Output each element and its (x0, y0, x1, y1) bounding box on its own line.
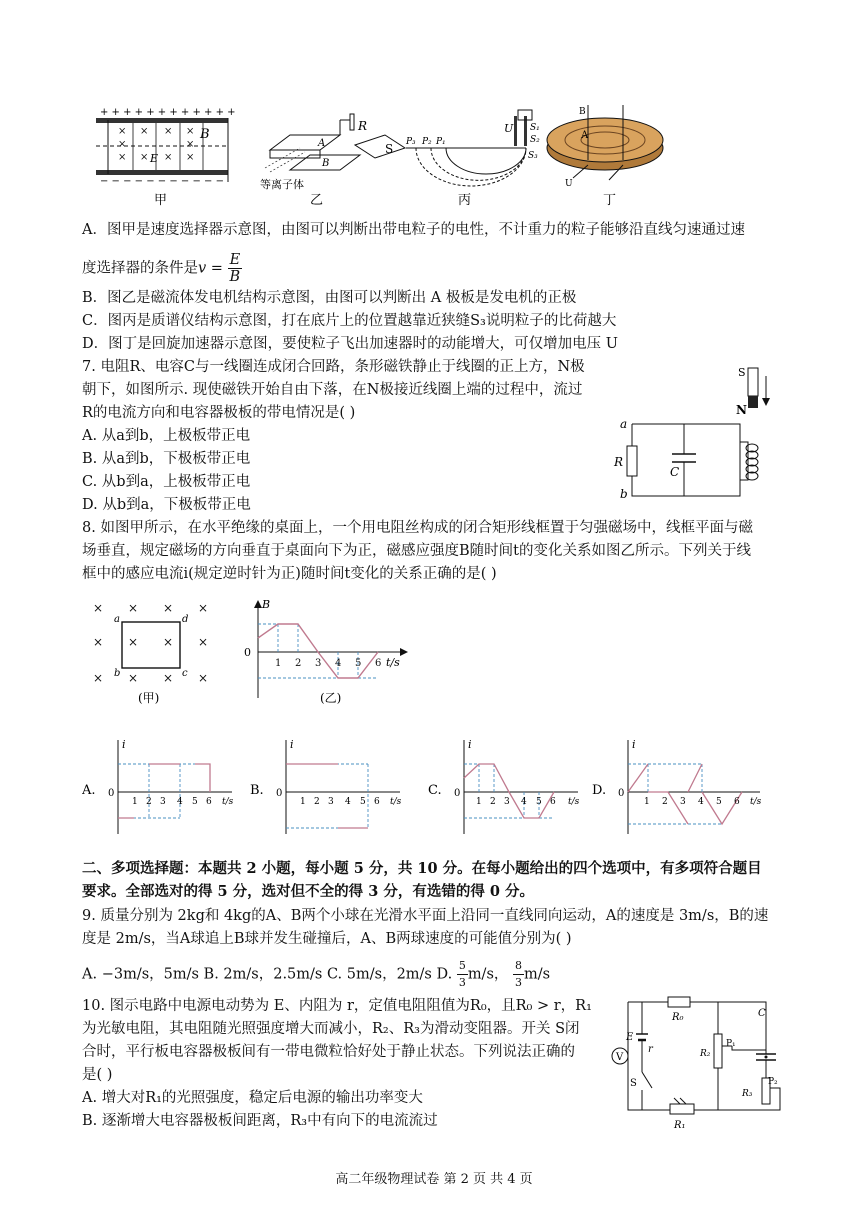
label-plasma: 等离子体 (260, 178, 304, 191)
q6-option-a-line2: 度选择器的条件是v = $\frac{E}{B}$ (82, 252, 241, 285)
q7-option-b: B. 从a到b，下极板带正电 (82, 451, 251, 467)
svg-text:6: 6 (374, 797, 380, 807)
figure-jia (96, 107, 236, 208)
svg-text:E: E (626, 1032, 634, 1043)
svg-text:×: × (186, 152, 195, 163)
q8-option-a-graph (82, 738, 234, 834)
svg-text:×: × (163, 601, 174, 615)
q8-stem-line3: 框中的感应电流i(规定逆时针为正)随时间t变化的关系正确的是( ) (82, 566, 497, 582)
label-E: E (150, 152, 159, 165)
svg-text:4: 4 (345, 797, 351, 807)
q8-stem-line1: 8. 如图甲所示，在水平绝缘的桌面上，一个用电阻丝构成的闭合矩形线框置于匀强磁场中，线框平面与磁 (82, 520, 753, 536)
svg-text:1: 1 (476, 797, 482, 807)
svg-text:1: 1 (275, 658, 282, 669)
fig-label-jia: 甲 (154, 193, 168, 208)
svg-text:3: 3 (328, 797, 334, 807)
svg-text:R₃: R₃ (742, 1089, 753, 1099)
svg-text:(甲): (甲) (138, 691, 160, 705)
svg-text:S: S (630, 1078, 637, 1089)
svg-text:×: × (186, 126, 195, 137)
svg-text:B: B (262, 598, 271, 611)
svg-text:V: V (616, 1052, 624, 1063)
svg-text:B: B (579, 107, 586, 117)
svg-text:R: R (358, 119, 368, 133)
svg-text:0: 0 (244, 646, 251, 659)
svg-text:1: 1 (644, 797, 650, 807)
svg-text:P₁: P₁ (726, 1039, 736, 1049)
svg-text:×: × (128, 635, 139, 649)
svg-text:t/s: t/s (386, 656, 400, 669)
svg-text:3: 3 (504, 797, 510, 807)
svg-text:C: C (758, 1008, 766, 1019)
svg-text:5: 5 (716, 797, 722, 807)
svg-text:S: S (385, 142, 394, 156)
svg-text:R₀: R₀ (672, 1012, 684, 1023)
q7-option-d: D. 从b到a，下极板带正电 (82, 497, 251, 513)
q7-stem-line1: 7. 电阻R、电容C与一线圈连成闭合回路，条形磁铁静止于线圈的正上方，N极 (82, 359, 585, 375)
q8-option-c-graph (428, 738, 580, 834)
q10-circuit-figure (608, 994, 788, 1132)
svg-text:5: 5 (355, 658, 362, 669)
svg-text:P₃: P₃ (406, 137, 416, 147)
svg-text:6: 6 (206, 797, 212, 807)
q9-stem-line2: 度是 2m/s，当A球追上B球并发生碰撞后，A、B两球速度的可能值分别为( ) (82, 931, 572, 947)
svg-text:×: × (198, 671, 209, 685)
svg-text:A: A (581, 130, 589, 141)
q10-stem-line3: 合时，平行板电容器极板间有一带电微粒恰好处于静止状态。下列说法正确的 (82, 1044, 575, 1060)
q8-option-b-graph (250, 738, 402, 834)
svg-text:U: U (565, 179, 573, 189)
svg-text:2: 2 (490, 797, 496, 807)
svg-text:C.: C. (428, 783, 442, 798)
svg-text:×: × (128, 671, 139, 685)
q10-option-a: A. 增大对R₁的光照强度，稳定后电源的输出功率变大 (82, 1090, 423, 1106)
q9-stem-line1: 9. 质量分别为 2kg和 4kg的A、B两个小球在光滑水平面上沿同一直线同向运动，A的速度是 3m/s，B的速 (82, 908, 769, 924)
svg-text:4: 4 (521, 797, 527, 807)
svg-text:4: 4 (698, 797, 704, 807)
svg-text:3: 3 (315, 658, 322, 669)
svg-text:1: 1 (132, 797, 138, 807)
page-footer: 高二年级物理试卷 第 2 页 共 4 页 (335, 1172, 533, 1187)
q7-stem-line2: 朝下，如图所示. 现使磁铁开始自由下落，在N极接近线圈上端的过程中，流过 (82, 382, 583, 398)
svg-text:S₃: S₃ (528, 151, 538, 161)
svg-text:×: × (93, 635, 104, 649)
svg-text:4: 4 (177, 797, 183, 807)
svg-text:i: i (632, 738, 636, 751)
figure-ding (547, 105, 663, 208)
svg-text:+ + + + + + + + + + + +: + + + + + + + + + + + + (100, 107, 236, 118)
figure-yi (260, 114, 405, 208)
svg-text:3: 3 (160, 797, 166, 807)
q8-option-d-graph (592, 738, 762, 834)
svg-text:t/s: t/s (750, 797, 762, 807)
q7-circuit-figure (612, 362, 792, 502)
svg-text:A.: A. (82, 783, 96, 798)
svg-text:2: 2 (662, 797, 668, 807)
q6-option-b: B．图乙是磁流体发电机结构示意图，由图可以判断出 A 极板是发电机的正极 (82, 290, 577, 306)
q9-options: A. −3m/s，5m/s B. 2m/s，2.5m/s C. 5m/s，2m/s D. $\frac{5}{3}$ m/s， $\frac{8}{3}$ m/s (82, 959, 551, 989)
svg-text:×: × (128, 601, 139, 615)
svg-text:t/s: t/s (568, 797, 580, 807)
svg-text:− − − − − − − − − − −: − − − − − − − − − − − (100, 176, 224, 187)
svg-text:×: × (163, 671, 174, 685)
svg-text:b: b (114, 668, 121, 679)
svg-text:D.: D. (592, 783, 607, 798)
svg-text:R₂: R₂ (700, 1049, 711, 1059)
q10-stem-line2: 为光敏电阻，其电阻随光照强度增大而减小，R₂、R₃为滑动变阻器。开关 S闭 (82, 1021, 580, 1037)
svg-text:A: A (318, 138, 326, 149)
svg-text:1: 1 (300, 797, 306, 807)
svg-text:0: 0 (276, 788, 283, 799)
q7-option-a: A. 从a到b，上极板带正电 (82, 428, 251, 444)
svg-text:S₂: S₂ (530, 135, 540, 145)
svg-text:t/s: t/s (222, 797, 234, 807)
svg-text:R: R (614, 455, 624, 469)
svg-text:U: U (504, 122, 514, 135)
fig-label-bing: 丙 (458, 193, 472, 208)
q10-stem-line4: 是( ) (82, 1067, 113, 1083)
q8-figure-yi-bt-graph (240, 598, 420, 710)
section2-heading-line1: 二、多项选择题：本题共 2 小题，每小题 5 分，共 10 分。在每小题给出的四个选项中，有多项符合题目 (82, 860, 762, 877)
svg-text:×: × (140, 152, 149, 163)
svg-text:t/s: t/s (390, 797, 402, 807)
q7-stem-line3: R的电流方向和电容器极板的带电情况是( ) (82, 405, 356, 421)
q8-figure-jia (88, 596, 218, 708)
section2-heading-line2: 要求。全部选对的得 5 分，选对但不全的得 3 分，有选错的得 0 分。 (82, 883, 535, 900)
svg-text:×: × (163, 635, 174, 649)
q10-stem-line1: 10. 图示电路中电源电动势为 E、内阻为 r，定值电阻阻值为R₀，且R₀ > r，R₁ (82, 998, 592, 1014)
svg-text:0: 0 (108, 788, 115, 799)
svg-text:c: c (182, 668, 188, 679)
svg-text:a: a (114, 614, 120, 625)
svg-text:2: 2 (146, 797, 152, 807)
svg-text:B: B (322, 158, 330, 169)
svg-text:×: × (118, 139, 127, 150)
svg-text:d: d (182, 614, 189, 625)
q6-option-c: C．图丙是质谱仪结构示意图，打在底片上的位置越靠近狭缝S₃说明粒子的比荷越大 (82, 313, 617, 329)
svg-text:2: 2 (295, 658, 302, 669)
svg-text:a: a (620, 417, 628, 431)
svg-text:6: 6 (375, 658, 382, 669)
svg-text:5: 5 (192, 797, 198, 807)
svg-text:4: 4 (335, 658, 342, 669)
label-B: B (200, 127, 210, 142)
q10-option-b: B. 逐渐增大电容器极板间距离，R₃中有向下的电流流过 (82, 1113, 438, 1129)
svg-text:×: × (164, 126, 173, 137)
svg-text:×: × (118, 126, 127, 137)
svg-text:×: × (186, 139, 195, 150)
svg-text:S: S (738, 366, 746, 379)
q6-option-d: D．图丁是回旋加速器示意图，要使粒子飞出加速器时的动能增大，可仅增加电压 U (82, 336, 618, 352)
svg-text:b: b (620, 487, 628, 501)
fig-label-yi: 乙 (310, 193, 324, 208)
svg-text:B.: B. (250, 783, 264, 798)
svg-text:S₁: S₁ (530, 123, 540, 133)
svg-text:5: 5 (360, 797, 366, 807)
svg-text:0: 0 (454, 788, 461, 799)
svg-text:i: i (468, 738, 472, 751)
svg-text:×: × (93, 601, 104, 615)
svg-text:P₁: P₁ (436, 137, 446, 147)
q8-stem-line2: 场垂直，规定磁场的方向垂直于桌面向下为正，磁感应强度B随时间t的变化关系如图乙所示。下列关于线 (82, 543, 751, 559)
svg-text:i: i (122, 738, 126, 751)
svg-text:r: r (648, 1044, 653, 1055)
svg-text:×: × (198, 601, 209, 615)
svg-text:×: × (164, 152, 173, 163)
svg-text:0: 0 (618, 788, 625, 799)
svg-text:(乙): (乙) (320, 691, 342, 705)
svg-text:R₁: R₁ (674, 1120, 686, 1131)
q7-option-c: C. 从b到a，上极板带正电 (82, 474, 251, 490)
fraction-e-over-b: $\frac{E}{B}$ (229, 252, 241, 285)
svg-text:6: 6 (550, 797, 556, 807)
svg-text:×: × (93, 671, 104, 685)
svg-text:P₂: P₂ (422, 137, 432, 147)
svg-text:2: 2 (314, 797, 320, 807)
svg-text:C: C (670, 465, 680, 479)
figure-bing (405, 110, 540, 208)
svg-text:×: × (198, 635, 209, 649)
svg-text:3: 3 (680, 797, 686, 807)
figure-strip-top (88, 100, 788, 210)
svg-text:×: × (118, 152, 127, 163)
svg-text:i: i (290, 738, 294, 751)
q8-option-graphs (82, 736, 782, 840)
svg-text:6: 6 (734, 797, 740, 807)
svg-text:5: 5 (536, 797, 542, 807)
fig-label-ding: 丁 (603, 193, 617, 208)
svg-text:P₂: P₂ (768, 1077, 778, 1087)
q6-option-a-line1: A．图甲是速度选择器示意图，由图可以判断出带电粒子的电性，不计重力的粒子能够沿直线匀速通过速 (82, 222, 745, 238)
svg-text:N: N (736, 403, 747, 417)
svg-text:×: × (140, 126, 149, 137)
